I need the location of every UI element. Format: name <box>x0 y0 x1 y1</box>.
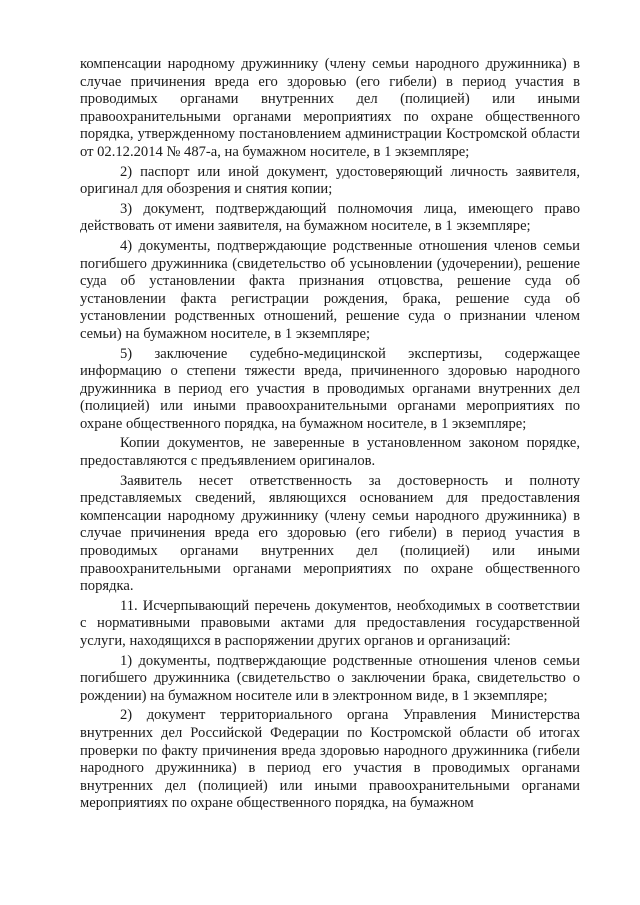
paragraph-continuation: компенсации народному дружиннику (члену семьи народного дружинника) в случае причинения вреда его здоровью (его гибели) в период участия в проводимых органами внутренних дел (полицией) или иными правоохранительными органами мероприятиях по охране общественного порядка, утвержденному постановлением администрации Костромской области от 02.12.2014 № 487-а, на бумажном носителе, в 1 экземпляре; <box>80 56 580 160</box>
paragraph-section-11-item-1: 1) документы, подтверждающие родственные отношения членов семьи погибшего дружинника (свидетельство о заключении брака, свидетельство о рождении) на бумажном носителе или в электронном виде, в 1 экземпляре; <box>80 652 580 704</box>
paragraph-copies-note: Копии документов, не заверенные в установленном законом порядке, предоставляются с предъявлением оригиналов. <box>80 435 580 470</box>
paragraph-item-5: 5) заключение судебно-медицинской экспертизы, содержащее информацию о степени тяжести вреда, причиненного здоровью народного дружинника в период его участия в проводимых органами внутренних дел (полицией) или иными правоохранительными органами мероприятиях по охране общественного порядка, на бумажном носителе, в 1 экземпляре; <box>80 345 580 432</box>
paragraph-applicant-responsibility: Заявитель несет ответственность за достоверность и полноту представляемых сведений, являющихся основанием для предоставления компенсации народному дружиннику (члену семьи народного дружинника) в случае причинения вреда его здоровью (его гибели) в период участия в проводимых органами внутренних дел (полицией) или иными правоохранительными органами мероприятиях по охране общественного порядка. <box>80 472 580 595</box>
document-page <box>80 56 580 815</box>
paragraph-section-11: 11. Исчерпывающий перечень документов, необходимых в соответствии с нормативными правовыми актами для предоставления государственной услуги, находящихся в распоряжении других органов и организаций: <box>80 597 580 649</box>
paragraph-item-3: 3) документ, подтверждающий полномочия лица, имеющего право действовать от имени заявителя, на бумажном носителе, в 1 экземпляре; <box>80 200 580 235</box>
paragraph-section-11-item-2: 2) документ территориального органа Управления Министерства внутренних дел Российской Федерации по Костромской области об итогах проверки по факту причинения вреда здоровью народного дружинника (гибели народного дружинника) в период его участия в проводимых органами внутренних дел (полицией) или иными правоохранительными органами мероприятиях по охране общественного порядка, на бумажном <box>80 707 580 812</box>
paragraph-item-4: 4) документы, подтверждающие родственные отношения членов семьи погибшего дружинника (свидетельство об усыновлении (удочерении), решение суда об установлении факта признания отцовства, решение суда об установлении факта регистрации рождения, брака, решение суда об установлении родственных отношений, решение суда о признании членом семьи) на бумажном носителе, в 1 экземпляре; <box>80 237 580 342</box>
paragraph-item-2: 2) паспорт или иной документ, удостоверяющий личность заявителя, оригинал для обозрения и снятия копии; <box>80 163 580 198</box>
